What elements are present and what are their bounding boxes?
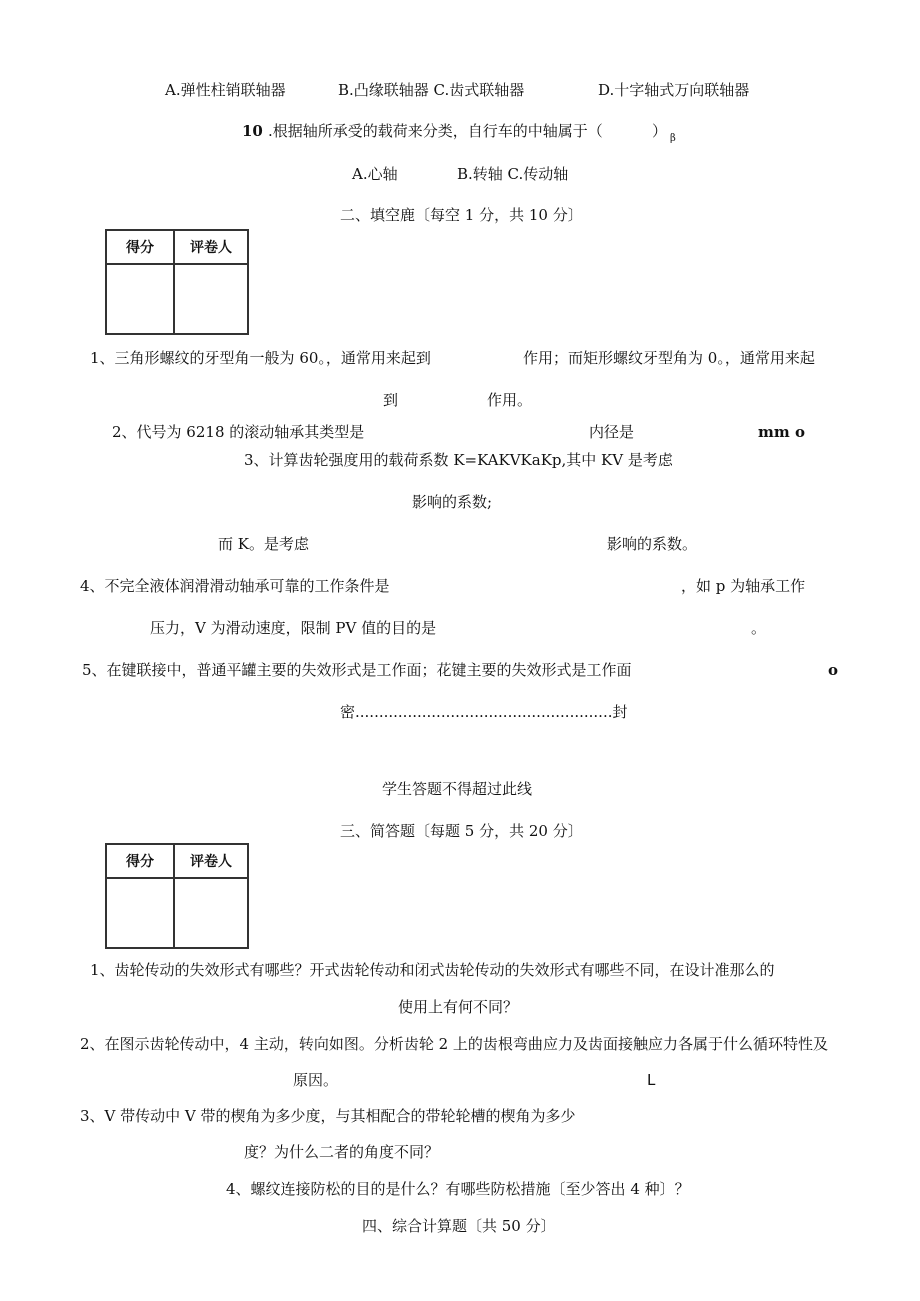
- s3-q2-part3: L: [647, 1071, 656, 1089]
- s3-q2-part2: 原因。: [293, 1071, 339, 1089]
- s2-q1-part2: 作用；而矩形螺纹牙型角为 0。，通常用来起: [523, 349, 815, 367]
- seal-notice: 学生答题不得超过此线: [382, 780, 533, 798]
- s2-q5-part2: o: [828, 661, 839, 679]
- s2-q3-part2: 影响的系数;: [412, 493, 493, 511]
- s2-q3-part1: 3、计算齿轮强度用的载荷系数 K=KAKVKaKp,其中 KV 是考虑: [244, 451, 673, 469]
- s2-q3-part3: 而 K。是考虑: [218, 535, 309, 553]
- s2-q2-part1: 2、代号为 6218 的滚动轴承其类型是: [112, 423, 365, 441]
- grader-header: 评卷人: [174, 230, 248, 264]
- grader-cell[interactable]: [174, 264, 248, 334]
- q9-option-bc: B.凸缘联轴器 C.齿式联轴器: [338, 81, 525, 99]
- q10-option-bc: B.转轴 C.传动轴: [457, 165, 569, 183]
- s2-q1-part4: 作用。: [487, 391, 533, 409]
- s2-q4-part3: 压力，V 为滑动速度，限制 PV 值的目的是: [150, 619, 437, 637]
- s2-q1-part1: 1、三角形螺纹的牙型角一般为 60。，通常用来起到: [90, 349, 431, 367]
- score-header: 得分: [106, 230, 174, 264]
- q9-option-a: A.弹性柱销联轴器: [165, 81, 286, 99]
- section4-title: 四、综合计算题〔共 50 分〕: [362, 1217, 556, 1235]
- s2-q4-part2: ，如 p 为轴承工作: [681, 577, 806, 595]
- q9-option-d: D.十字轴式万向联轴器: [598, 81, 750, 99]
- s3-q4: 4、螺纹连接防松的目的是什么？有哪些防松措施〔至少答出 4 种〕？: [226, 1180, 690, 1198]
- s3-q3-part1: 3、V 带传动中 V 带的楔角为多少度，与其相配合的带轮轮槽的楔角为多少: [80, 1107, 576, 1125]
- seal-line: 密......................................................封: [340, 703, 628, 721]
- score-header: 得分: [106, 844, 174, 878]
- s3-q1-part2: 使用上有何不同？: [398, 998, 519, 1016]
- q10-text: .根据轴所承受的载荷来分类，自行车的中轴属于（: [268, 122, 603, 140]
- s2-q1-part3: 到: [383, 391, 399, 409]
- s2-q3-part4: 影响的系数。: [607, 535, 698, 553]
- score-cell[interactable]: [106, 264, 174, 334]
- s3-q2-part1: 2、在图示齿轮传动中，4 主动，转向如图。分析齿轮 2 上的齿根弯曲应力及齿面接触应力各属于什么循环特性及: [80, 1035, 828, 1053]
- s2-q4-part4: 。: [751, 619, 767, 637]
- score-cell[interactable]: [106, 878, 174, 948]
- section2-score-table: [105, 229, 249, 335]
- section3-score-table: [105, 843, 249, 949]
- s2-q5-part1: 5、在键联接中，普通平罐主要的失效形式是工作面；花键主要的失效形式是工作面: [82, 661, 632, 679]
- q10-mark: β: [670, 133, 676, 144]
- q10-close-paren: ）: [652, 122, 668, 140]
- s2-q2-part3: mm o: [758, 423, 805, 441]
- s2-q2-part2: 内径是: [589, 423, 635, 441]
- grader-header: 评卷人: [174, 844, 248, 878]
- q10-option-a: A.心轴: [352, 165, 398, 183]
- section2-title: 二、填空鹿〔每空 1 分，共 10 分〕: [340, 206, 583, 224]
- s2-q4-part1: 4、不完全液体润滑滑动轴承可靠的工作条件是: [80, 577, 390, 595]
- grader-cell[interactable]: [174, 878, 248, 948]
- q10-number: 10: [242, 122, 263, 140]
- s3-q1-part1: 1、齿轮传动的失效形式有哪些？开式齿轮传动和闭式齿轮传动的失效形式有哪些不同，在设计准那么的: [90, 961, 775, 979]
- s3-q3-part2: 度？为什么二者的角度不同？: [244, 1143, 440, 1161]
- section3-title: 三、简答题〔每题 5 分，共 20 分〕: [340, 822, 583, 840]
